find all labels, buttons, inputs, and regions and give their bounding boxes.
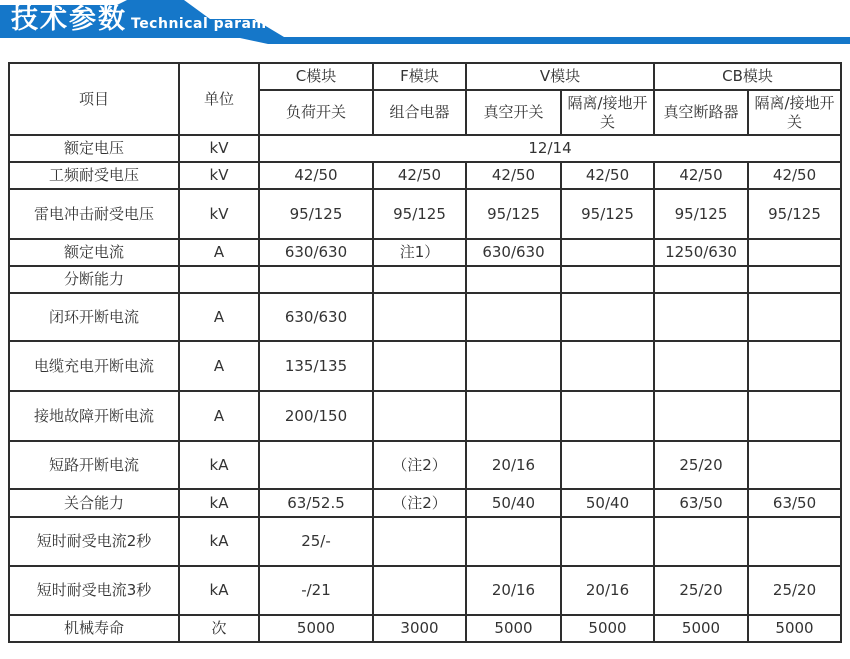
col-header-item: 项目 xyxy=(9,63,179,135)
value-cell: 5000 xyxy=(561,615,654,642)
value-cell xyxy=(259,441,373,489)
value-cell xyxy=(748,341,841,391)
value-cell: 95/125 xyxy=(373,189,466,239)
col-subheader-v-disconnector: 隔离/接地开关 xyxy=(561,90,654,135)
row-unit-cell: 次 xyxy=(179,615,259,642)
value-cell: -/21 xyxy=(259,566,373,615)
value-cell: 42/50 xyxy=(373,162,466,189)
value-cell: 630/630 xyxy=(259,293,373,341)
table-row xyxy=(9,489,841,517)
value-cell: 5000 xyxy=(748,615,841,642)
table-row xyxy=(9,135,841,162)
row-unit-cell: kV xyxy=(179,162,259,189)
value-cell xyxy=(259,266,373,293)
value-cell xyxy=(466,266,561,293)
value-cell: 42/50 xyxy=(748,162,841,189)
row-label-cell: 工频耐受电压 xyxy=(9,162,179,189)
row-unit-cell: A xyxy=(179,239,259,266)
table-row xyxy=(9,189,841,239)
value-cell xyxy=(748,293,841,341)
value-cell: 42/50 xyxy=(259,162,373,189)
row-label-cell: 额定电压 xyxy=(9,135,179,162)
row-unit-cell: kV xyxy=(179,189,259,239)
value-cell: 50/40 xyxy=(561,489,654,517)
banner-title-cn: 技术参数 xyxy=(11,4,127,35)
value-cell: 95/125 xyxy=(466,189,561,239)
value-cell xyxy=(561,293,654,341)
col-header-v-module: V模块 xyxy=(466,63,654,90)
value-cell xyxy=(748,266,841,293)
col-subheader-combined-apparatus: 组合电器 xyxy=(373,90,466,135)
value-cell xyxy=(373,391,466,441)
value-cell: 20/16 xyxy=(466,441,561,489)
value-cell xyxy=(466,293,561,341)
table-row xyxy=(9,517,841,566)
row-unit-cell xyxy=(179,266,259,293)
value-cell xyxy=(373,517,466,566)
value-cell: （注2） xyxy=(373,489,466,517)
value-cell: 630/630 xyxy=(259,239,373,266)
value-cell xyxy=(654,266,748,293)
value-cell: 20/16 xyxy=(466,566,561,615)
row-label-cell: 接地故障开断电流 xyxy=(9,391,179,441)
row-label-cell: 电缆充电开断电流 xyxy=(9,341,179,391)
value-cell xyxy=(466,391,561,441)
value-cell: 63/52.5 xyxy=(259,489,373,517)
value-cell: 63/50 xyxy=(748,489,841,517)
value-cell: 95/125 xyxy=(654,189,748,239)
value-cell: 20/16 xyxy=(561,566,654,615)
table-row xyxy=(9,615,841,642)
value-cell: 95/125 xyxy=(259,189,373,239)
value-cell: 200/150 xyxy=(259,391,373,441)
col-header-cb-module: CB模块 xyxy=(654,63,841,90)
row-unit-cell: kV xyxy=(179,135,259,162)
row-label-cell: 额定电流 xyxy=(9,239,179,266)
value-cell xyxy=(561,239,654,266)
table-row xyxy=(9,566,841,615)
value-cell: 42/50 xyxy=(561,162,654,189)
section-banner xyxy=(0,0,850,46)
value-cell xyxy=(561,341,654,391)
value-cell xyxy=(561,517,654,566)
col-header-f-module: F模块 xyxy=(373,63,466,90)
table-row xyxy=(9,162,841,189)
col-header-unit: 单位 xyxy=(179,63,259,135)
row-unit-cell: kA xyxy=(179,566,259,615)
row-label-cell: 短时耐受电流3秒 xyxy=(9,566,179,615)
value-cell xyxy=(654,341,748,391)
col-subheader-cb-disconnector: 隔离/接地开关 xyxy=(748,90,841,135)
row-unit-cell: A xyxy=(179,391,259,441)
col-subheader-load-switch: 负荷开关 xyxy=(259,90,373,135)
technical-parameter-table xyxy=(8,62,842,643)
value-cell xyxy=(748,441,841,489)
table-row xyxy=(9,266,841,293)
row-label-cell: 分断能力 xyxy=(9,266,179,293)
value-cell xyxy=(748,517,841,566)
value-cell xyxy=(373,293,466,341)
row-unit-cell: kA xyxy=(179,441,259,489)
table-row xyxy=(9,341,841,391)
value-cell xyxy=(654,293,748,341)
table-row xyxy=(9,293,841,341)
table-row xyxy=(9,391,841,441)
value-cell xyxy=(654,391,748,441)
row-label-cell: 关合能力 xyxy=(9,489,179,517)
value-cell xyxy=(654,517,748,566)
value-cell xyxy=(373,566,466,615)
value-cell: 5000 xyxy=(654,615,748,642)
col-subheader-vacuum-switch: 真空开关 xyxy=(466,90,561,135)
banner-ribbon-shape xyxy=(0,0,850,46)
value-cell xyxy=(748,239,841,266)
row-unit-cell: kA xyxy=(179,517,259,566)
value-cell xyxy=(466,517,561,566)
value-cell xyxy=(561,266,654,293)
row-label-cell: 雷电冲击耐受电压 xyxy=(9,189,179,239)
value-cell: 135/135 xyxy=(259,341,373,391)
value-cell: 50/40 xyxy=(466,489,561,517)
value-cell: 25/- xyxy=(259,517,373,566)
value-cell: 95/125 xyxy=(748,189,841,239)
value-cell: 42/50 xyxy=(466,162,561,189)
value-cell: 630/630 xyxy=(466,239,561,266)
value-cell: 5000 xyxy=(466,615,561,642)
value-cell: 95/125 xyxy=(561,189,654,239)
value-cell xyxy=(466,341,561,391)
col-subheader-vacuum-breaker: 真空断路器 xyxy=(654,90,748,135)
row-unit-cell: kA xyxy=(179,489,259,517)
value-cell xyxy=(748,391,841,441)
value-cell: 25/20 xyxy=(654,566,748,615)
value-cell: 63/50 xyxy=(654,489,748,517)
value-cell: 5000 xyxy=(259,615,373,642)
row-label-cell: 闭环开断电流 xyxy=(9,293,179,341)
value-cell: 3000 xyxy=(373,615,466,642)
row-label-cell: 短路开断电流 xyxy=(9,441,179,489)
value-cell: （注2） xyxy=(373,441,466,489)
table-row xyxy=(9,441,841,489)
table-row xyxy=(9,239,841,266)
row-label-cell: 短时耐受电流2秒 xyxy=(9,517,179,566)
row-unit-cell: A xyxy=(179,293,259,341)
banner-title-en: Technical parameter xyxy=(131,16,302,32)
value-cell: 1250/630 xyxy=(654,239,748,266)
row-label-cell: 机械寿命 xyxy=(9,615,179,642)
value-cell xyxy=(373,266,466,293)
row-unit-cell: A xyxy=(179,341,259,391)
col-header-c-module: C模块 xyxy=(259,63,373,90)
value-cell: 25/20 xyxy=(654,441,748,489)
value-cell: 25/20 xyxy=(748,566,841,615)
merged-value-cell: 12/14 xyxy=(259,135,841,162)
value-cell: 注1） xyxy=(373,239,466,266)
value-cell xyxy=(561,441,654,489)
value-cell: 42/50 xyxy=(654,162,748,189)
value-cell xyxy=(373,341,466,391)
value-cell xyxy=(561,391,654,441)
